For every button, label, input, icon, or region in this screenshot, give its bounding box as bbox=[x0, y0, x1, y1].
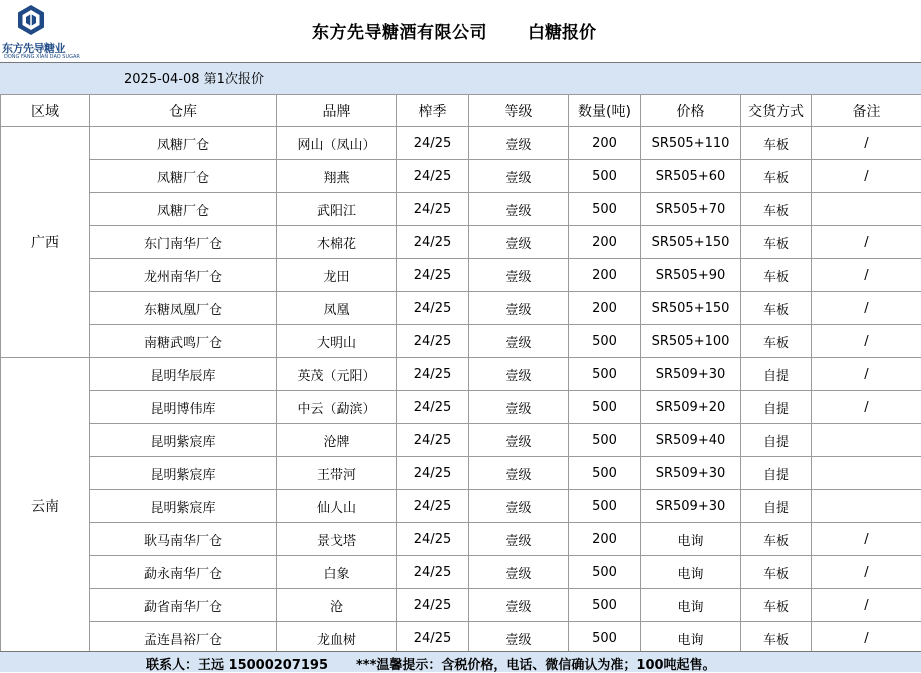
sheet-header bbox=[0, 0, 921, 63]
contact-info: 联系人：王远 15000207195 bbox=[146, 654, 328, 673]
cell-warehouse: 南糖武鸣厂仓 bbox=[90, 325, 277, 358]
cell-delivery: 自提 bbox=[741, 358, 812, 391]
cell-season: 24/25 bbox=[397, 523, 469, 556]
cell-price: 电询 bbox=[641, 622, 741, 655]
cell-grade: 壹级 bbox=[469, 457, 569, 490]
cell-warehouse: 昆明紫宸库 bbox=[90, 424, 277, 457]
logo-subtext: DONG FANG XIAN DAO SUGAR bbox=[4, 54, 80, 60]
cell-warehouse: 昆明博伟库 bbox=[90, 391, 277, 424]
cell-grade: 壹级 bbox=[469, 160, 569, 193]
cell-delivery: 车板 bbox=[741, 259, 812, 292]
cell-season: 24/25 bbox=[397, 622, 469, 655]
cell-warehouse: 昆明紫宸库 bbox=[90, 490, 277, 523]
table-row bbox=[1, 160, 921, 193]
cell-warehouse: 东门南华厂仓 bbox=[90, 226, 277, 259]
cell-brand: 中云（勐滨） bbox=[277, 391, 397, 424]
cell-delivery: 车板 bbox=[741, 523, 812, 556]
cell-quantity: 500 bbox=[569, 457, 641, 490]
cell-warehouse: 龙州南华厂仓 bbox=[90, 259, 277, 292]
col-header-grade: 等级 bbox=[469, 95, 569, 127]
cell-note bbox=[812, 193, 921, 226]
col-header-season: 榨季 bbox=[397, 95, 469, 127]
cell-season: 24/25 bbox=[397, 358, 469, 391]
cell-grade: 壹级 bbox=[469, 424, 569, 457]
cell-quantity: 500 bbox=[569, 589, 641, 622]
cell-grade: 壹级 bbox=[469, 358, 569, 391]
cell-grade: 壹级 bbox=[469, 490, 569, 523]
cell-season: 24/25 bbox=[397, 259, 469, 292]
cell-delivery: 自提 bbox=[741, 391, 812, 424]
cell-quantity: 500 bbox=[569, 391, 641, 424]
cell-region: 广西 bbox=[1, 127, 90, 358]
cell-quantity: 500 bbox=[569, 556, 641, 589]
cell-delivery: 车板 bbox=[741, 226, 812, 259]
cell-season: 24/25 bbox=[397, 127, 469, 160]
cell-season: 24/25 bbox=[397, 424, 469, 457]
cell-price: SR509+20 bbox=[641, 391, 741, 424]
cell-season: 24/25 bbox=[397, 589, 469, 622]
cell-warehouse: 孟连昌裕厂仓 bbox=[90, 622, 277, 655]
company-logo bbox=[0, 2, 64, 60]
cell-delivery: 自提 bbox=[741, 490, 812, 523]
cell-season: 24/25 bbox=[397, 391, 469, 424]
cell-season: 24/25 bbox=[397, 160, 469, 193]
cell-price: SR505+70 bbox=[641, 193, 741, 226]
cell-season: 24/25 bbox=[397, 292, 469, 325]
cell-quantity: 200 bbox=[569, 523, 641, 556]
cell-note: / bbox=[812, 589, 921, 622]
cell-warehouse: 凤糖厂仓 bbox=[90, 160, 277, 193]
cell-brand: 英茂（元阳） bbox=[277, 358, 397, 391]
table-row bbox=[1, 259, 921, 292]
cell-grade: 壹级 bbox=[469, 523, 569, 556]
cell-season: 24/25 bbox=[397, 490, 469, 523]
cell-warehouse: 昆明华辰库 bbox=[90, 358, 277, 391]
cell-price: SR509+30 bbox=[641, 457, 741, 490]
cell-note: / bbox=[812, 259, 921, 292]
cell-season: 24/25 bbox=[397, 556, 469, 589]
cell-delivery: 自提 bbox=[741, 457, 812, 490]
cell-grade: 壹级 bbox=[469, 622, 569, 655]
cell-note: / bbox=[812, 127, 921, 160]
cell-brand: 沧 bbox=[277, 589, 397, 622]
cell-quantity: 200 bbox=[569, 292, 641, 325]
cell-note: / bbox=[812, 523, 921, 556]
cell-delivery: 车板 bbox=[741, 193, 812, 226]
table-row bbox=[1, 226, 921, 259]
cell-price: SR505+90 bbox=[641, 259, 741, 292]
cell-brand: 王带河 bbox=[277, 457, 397, 490]
cell-grade: 壹级 bbox=[469, 325, 569, 358]
cell-price: 电询 bbox=[641, 556, 741, 589]
cell-quantity: 200 bbox=[569, 127, 641, 160]
cell-brand: 沧牌 bbox=[277, 424, 397, 457]
cell-price: SR505+110 bbox=[641, 127, 741, 160]
cell-brand: 武阳江 bbox=[277, 193, 397, 226]
cell-grade: 壹级 bbox=[469, 391, 569, 424]
cell-note: / bbox=[812, 325, 921, 358]
cell-brand: 木棉花 bbox=[277, 226, 397, 259]
table-row bbox=[1, 490, 921, 523]
cell-brand: 景戈塔 bbox=[277, 523, 397, 556]
cell-quantity: 500 bbox=[569, 193, 641, 226]
cell-note bbox=[812, 424, 921, 457]
document-title: 白糖报价 bbox=[528, 18, 596, 43]
cell-grade: 壹级 bbox=[469, 127, 569, 160]
cell-grade: 壹级 bbox=[469, 589, 569, 622]
cell-warehouse: 昆明紫宸库 bbox=[90, 457, 277, 490]
cell-quantity: 500 bbox=[569, 490, 641, 523]
cell-note bbox=[812, 457, 921, 490]
cell-quantity: 500 bbox=[569, 424, 641, 457]
logo-text: 东方先导糖业 bbox=[2, 40, 65, 56]
cell-brand: 白象 bbox=[277, 556, 397, 589]
cell-grade: 壹级 bbox=[469, 193, 569, 226]
cell-season: 24/25 bbox=[397, 325, 469, 358]
col-header-region: 区域 bbox=[1, 95, 90, 127]
cell-delivery: 车板 bbox=[741, 160, 812, 193]
price-table bbox=[0, 94, 921, 655]
cell-price: SR505+150 bbox=[641, 292, 741, 325]
table-header-row bbox=[1, 95, 921, 127]
table-row bbox=[1, 424, 921, 457]
table-row bbox=[1, 457, 921, 490]
cell-price: SR505+60 bbox=[641, 160, 741, 193]
company-name: 东方先导糖酒有限公司 bbox=[312, 18, 487, 43]
quote-date: 2025-04-08 第1次报价 bbox=[124, 68, 264, 87]
cell-price: SR505+150 bbox=[641, 226, 741, 259]
cell-brand: 翔燕 bbox=[277, 160, 397, 193]
cell-warehouse: 凤糖厂仓 bbox=[90, 193, 277, 226]
table-row bbox=[1, 193, 921, 226]
cell-warehouse: 勐省南华厂仓 bbox=[90, 589, 277, 622]
cell-brand: 龙血树 bbox=[277, 622, 397, 655]
cell-grade: 壹级 bbox=[469, 292, 569, 325]
cell-season: 24/25 bbox=[397, 226, 469, 259]
cell-note: / bbox=[812, 556, 921, 589]
cell-brand: 网山（凤山） bbox=[277, 127, 397, 160]
cell-quantity: 500 bbox=[569, 358, 641, 391]
cell-warehouse: 凤糖厂仓 bbox=[90, 127, 277, 160]
cell-brand: 龙田 bbox=[277, 259, 397, 292]
col-header-brand: 品牌 bbox=[277, 95, 397, 127]
table-row bbox=[1, 127, 921, 160]
table-row bbox=[1, 325, 921, 358]
cell-season: 24/25 bbox=[397, 193, 469, 226]
cell-season: 24/25 bbox=[397, 457, 469, 490]
cell-delivery: 车板 bbox=[741, 292, 812, 325]
cell-brand: 仙人山 bbox=[277, 490, 397, 523]
cell-price: SR509+30 bbox=[641, 490, 741, 523]
table-row bbox=[1, 556, 921, 589]
sheet-footer bbox=[0, 651, 921, 672]
cell-brand: 大明山 bbox=[277, 325, 397, 358]
cell-price: SR509+30 bbox=[641, 358, 741, 391]
table-row bbox=[1, 358, 921, 391]
cell-warehouse: 耿马南华厂仓 bbox=[90, 523, 277, 556]
cell-quantity: 200 bbox=[569, 259, 641, 292]
table-row bbox=[1, 391, 921, 424]
hexagon-logo-icon bbox=[16, 4, 46, 38]
cell-delivery: 车板 bbox=[741, 622, 812, 655]
table-row bbox=[1, 523, 921, 556]
warm-tip: ***温馨提示：含税价格，电话、微信确认为准；100吨起售。 bbox=[356, 654, 716, 673]
cell-price: 电询 bbox=[641, 523, 741, 556]
cell-note: / bbox=[812, 160, 921, 193]
cell-note: / bbox=[812, 622, 921, 655]
cell-note bbox=[812, 490, 921, 523]
cell-price: 电询 bbox=[641, 589, 741, 622]
col-header-warehouse: 仓库 bbox=[90, 95, 277, 127]
cell-brand: 凤凰 bbox=[277, 292, 397, 325]
cell-price: SR509+40 bbox=[641, 424, 741, 457]
cell-delivery: 车板 bbox=[741, 127, 812, 160]
cell-price: SR505+100 bbox=[641, 325, 741, 358]
cell-warehouse: 勐永南华厂仓 bbox=[90, 556, 277, 589]
col-header-delivery: 交货方式 bbox=[741, 95, 812, 127]
table-row bbox=[1, 622, 921, 655]
cell-grade: 壹级 bbox=[469, 556, 569, 589]
cell-delivery: 车板 bbox=[741, 589, 812, 622]
cell-grade: 壹级 bbox=[469, 226, 569, 259]
cell-delivery: 自提 bbox=[741, 424, 812, 457]
cell-region: 云南 bbox=[1, 358, 90, 655]
col-header-price: 价格 bbox=[641, 95, 741, 127]
cell-warehouse: 东糖凤凰厂仓 bbox=[90, 292, 277, 325]
table-row bbox=[1, 292, 921, 325]
cell-quantity: 500 bbox=[569, 160, 641, 193]
table-row bbox=[1, 589, 921, 622]
cell-delivery: 车板 bbox=[741, 556, 812, 589]
cell-quantity: 500 bbox=[569, 622, 641, 655]
cell-delivery: 车板 bbox=[741, 325, 812, 358]
cell-grade: 壹级 bbox=[469, 259, 569, 292]
cell-note: / bbox=[812, 292, 921, 325]
cell-note: / bbox=[812, 391, 921, 424]
cell-note: / bbox=[812, 358, 921, 391]
cell-note: / bbox=[812, 226, 921, 259]
cell-quantity: 200 bbox=[569, 226, 641, 259]
quote-date-row bbox=[0, 63, 921, 95]
cell-quantity: 500 bbox=[569, 325, 641, 358]
col-header-quantity: 数量(吨) bbox=[569, 95, 641, 127]
col-header-note: 备注 bbox=[812, 95, 921, 127]
